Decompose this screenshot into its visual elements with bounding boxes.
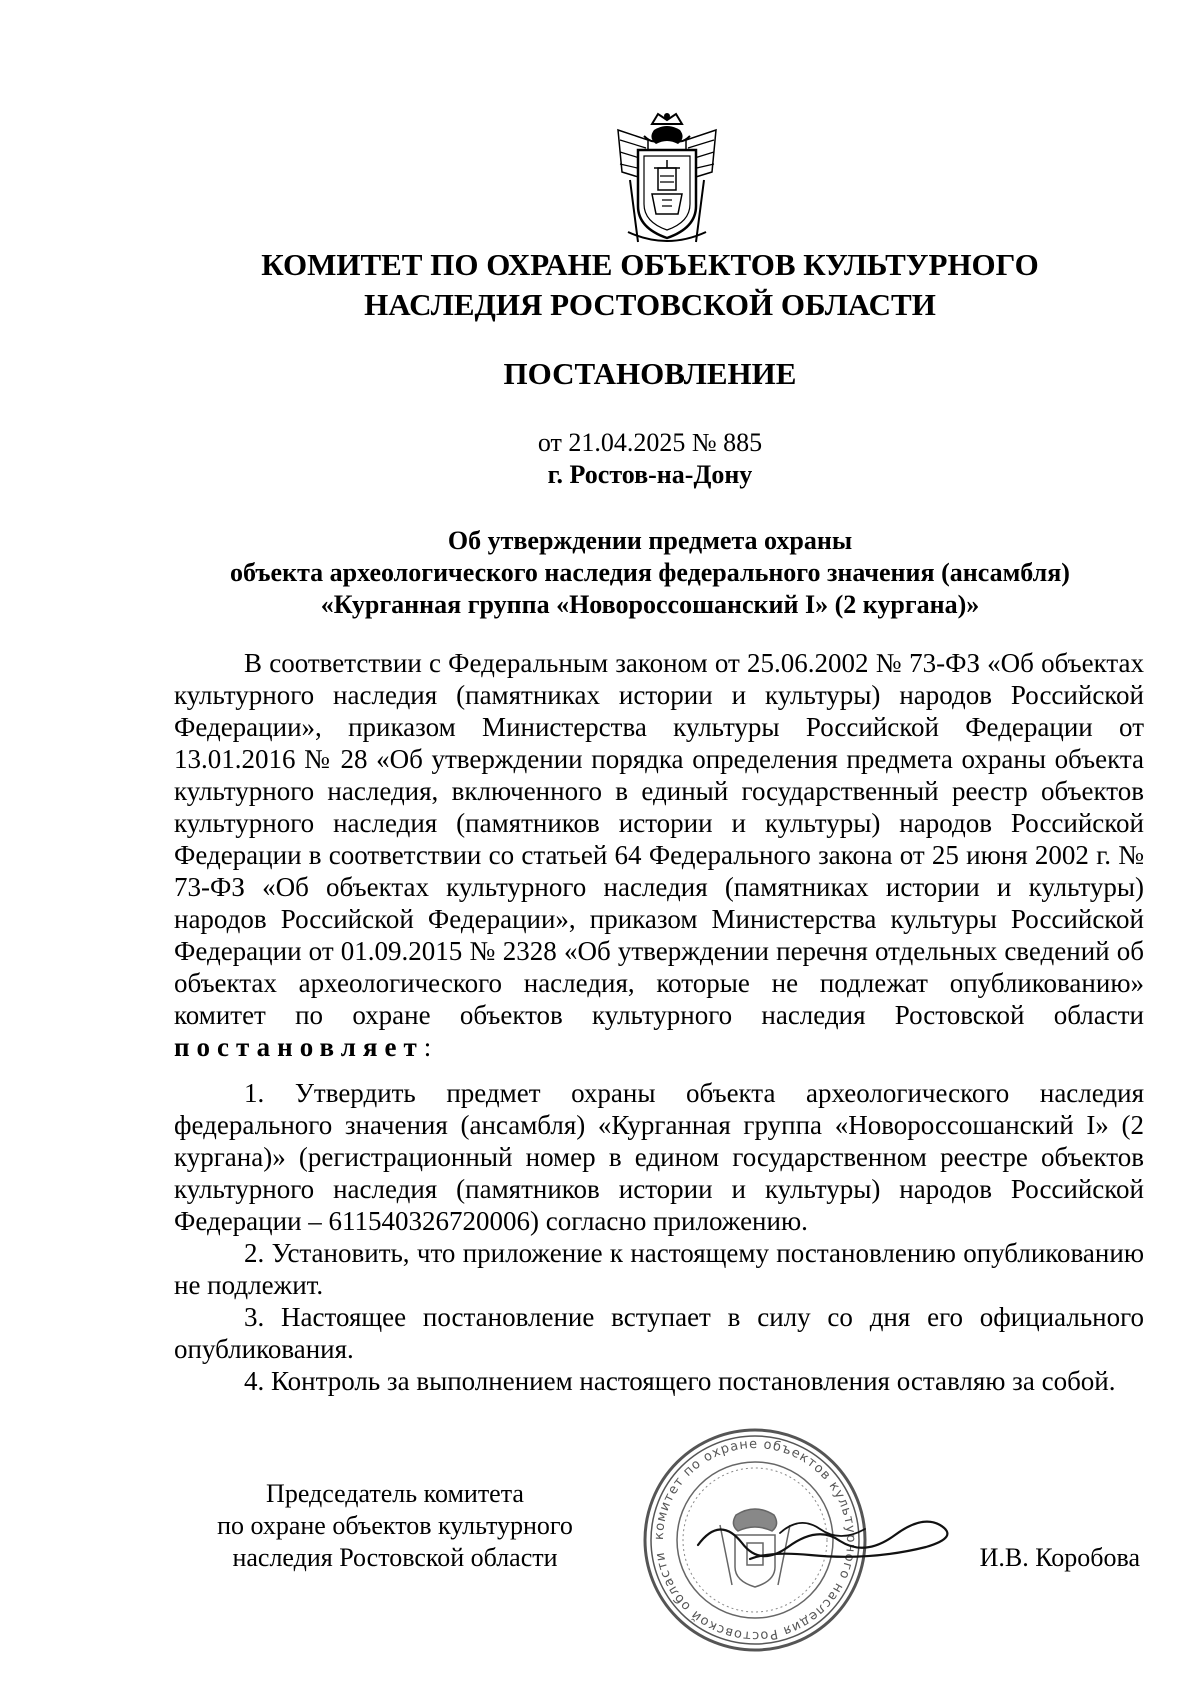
resolution-item: 4. Контроль за выполнением настоящего постановления оставляю за собой. (244, 1366, 1116, 1396)
signatory-name: И.В. Коробова (979, 1543, 1140, 1572)
position-line-1: Председатель комитета (266, 1479, 524, 1508)
title-line-1: Об утверждении предмета охраны (447, 526, 853, 555)
position-line-2: по охране объектов культурного (217, 1511, 573, 1540)
preamble-text: В соответствии с Федеральным законом от 25.06.2002 № 73-ФЗ «Об объектах культурного наследия (памятниках истории и культуры) народов Российской Федерации», приказом Министерства культуры Российской Федерации от 13.01.2016 № 28 «Об утверждении порядка определения предмета охраны объекта культурного наследия, включенного в единый государственный реестр объектов культурного наследия (памятников истории и культуры) народов Российской Федерации в соответствии со статьей 64 Федерального закона от 25 июня 2002 г. № 73-ФЗ «Об объектах культурного наследия (памятниках истории и культуры) народов Российской Федерации», приказом Министерства культуры Российской Федерации от 01.09.2015 № 2328 «Об утверждении перечня отдельных сведений об объектах археологического наследия, которые не подлежат опубликованию» комитет по охране объектов культурного наследия Ростовской области (174, 648, 1144, 1030)
resolution-item: 1. Утвердить предмет охраны объекта археологического наследия федерального значения (ансамбля) «Курганная группа «Новороссошанский I» (2 кургана)» (регистрационный номер в едином государственном реестре объектов культурного наследия (памятников истории и культуры) народов Российской Федерации – 611540326720006) согласно приложению. (174, 1078, 1144, 1236)
document-date-number: от 21.04.2025 № 885 (537, 428, 763, 457)
preamble (174, 647, 1144, 1063)
preamble-colon: : (423, 1032, 432, 1062)
org-name-line-2: НАСЛЕДИЯ РОСТОВСКОЙ ОБЛАСТИ (364, 287, 936, 322)
coat-of-arms-icon (608, 110, 726, 246)
document-title (160, 525, 1140, 621)
resolution-items (174, 1077, 1144, 1397)
document-type: ПОСТАНОВЛЕНИЕ (503, 356, 797, 391)
issuing-authority (200, 245, 1100, 325)
title-line-3: «Курганная группа «Новороссошанский I» (2 кургана)» (320, 590, 980, 619)
resolution-item: 3. Настоящее постановление вступает в силу со дня его официального опубликования. (174, 1302, 1144, 1364)
document-city: г. Ростов-на-Дону (547, 460, 753, 489)
position-line-3: наследия Ростовской области (232, 1543, 558, 1572)
handwritten-signature-icon (690, 1485, 970, 1575)
title-line-2: объекта археологического наследия федерального значения (ансамбля) (230, 558, 1070, 587)
resolution-item: 2. Установить, что приложение к настоящему постановлению опубликованию не подлежит. (174, 1238, 1144, 1300)
org-name-line-1: КОМИТЕТ ПО ОХРАНЕ ОБЪЕКТОВ КУЛЬТУРНОГО (261, 247, 1039, 282)
signatory-position (185, 1478, 605, 1574)
resolves-word: постановляет (174, 1032, 424, 1062)
preamble-paragraph (174, 647, 1144, 1063)
seal-outer-text: комитет по охране объектов культурного наследия Ростовской области (651, 1436, 859, 1644)
